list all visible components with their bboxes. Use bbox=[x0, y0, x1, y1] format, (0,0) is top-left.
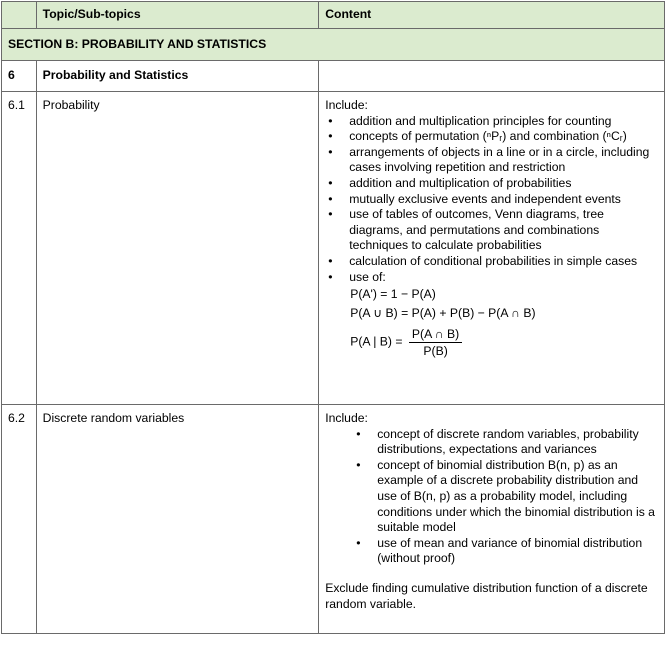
list-item: • use of: bbox=[325, 270, 658, 286]
formula-conditional bbox=[325, 326, 658, 359]
list-item: • addition and multiplication principles for counting bbox=[325, 114, 658, 130]
formula-complement: P(A') = 1 − P(A) bbox=[350, 287, 436, 302]
header-blank-cell bbox=[2, 2, 37, 29]
topic-row-6-2 bbox=[2, 405, 665, 634]
fraction bbox=[409, 326, 462, 359]
list-item: • mutually exclusive events and independent events bbox=[325, 192, 658, 208]
fraction-numerator: P(A ∩ B) bbox=[409, 326, 462, 343]
topic-content-empty bbox=[319, 61, 665, 92]
list-item: • calculation of conditional probabilities in simple cases bbox=[325, 254, 658, 270]
subtopic-content bbox=[319, 405, 665, 634]
content-list bbox=[325, 114, 658, 286]
include-label: Include: bbox=[325, 98, 368, 112]
header-topic: Topic/Sub-topics bbox=[36, 2, 319, 29]
topic-title: Probability and Statistics bbox=[36, 61, 319, 92]
list-item: • use of tables of outcomes, Venn diagrams, tree diagrams, and permutations and combinations techniques to calculate probabilities bbox=[325, 207, 658, 254]
section-title: SECTION B: PROBABILITY AND STATISTICS bbox=[2, 29, 665, 61]
list-item: • arrangements of objects in a line or in a circle, including cases involving repetition and restriction bbox=[325, 145, 658, 176]
subtopic-title: Discrete random variables bbox=[36, 405, 319, 634]
list-item: • concepts of permutation (ⁿPᵣ) and combination (ⁿCᵣ) bbox=[325, 129, 658, 145]
list-item: • addition and multiplication of probabilities bbox=[325, 176, 658, 192]
formula-conditional-lhs: P(A | B) = bbox=[350, 334, 403, 349]
table-header-row bbox=[2, 2, 665, 29]
include-label: Include: bbox=[325, 411, 368, 425]
subtopic-title: Probability bbox=[36, 92, 319, 405]
subtopic-number: 6.1 bbox=[2, 92, 37, 405]
fraction-denominator: P(B) bbox=[423, 344, 448, 359]
topic-row-6 bbox=[2, 61, 665, 92]
syllabus-table bbox=[1, 1, 665, 634]
list-item: • concept of binomial distribution B(n, p) as an example of a discrete probability distribution and use of B(n, p) as a probability model, including conditions under which the binomial distribution is a suitable model bbox=[325, 458, 658, 536]
exclude-note: Exclude finding cumulative distribution function of a discrete random variable. bbox=[325, 580, 648, 611]
subtopic-content bbox=[319, 92, 665, 405]
list-item: • concept of discrete random variables, probability distributions, expectations and variances bbox=[325, 427, 658, 458]
subtopic-number: 6.2 bbox=[2, 405, 37, 634]
content-list bbox=[325, 427, 658, 567]
topic-number: 6 bbox=[2, 61, 37, 92]
section-row bbox=[2, 29, 665, 61]
formula-union: P(A ∪ B) = P(A) + P(B) − P(A ∩ B) bbox=[350, 306, 536, 321]
header-content: Content bbox=[319, 2, 665, 29]
topic-row-6-1 bbox=[2, 92, 665, 405]
list-item: • use of mean and variance of binomial distribution (without proof) bbox=[325, 536, 658, 567]
